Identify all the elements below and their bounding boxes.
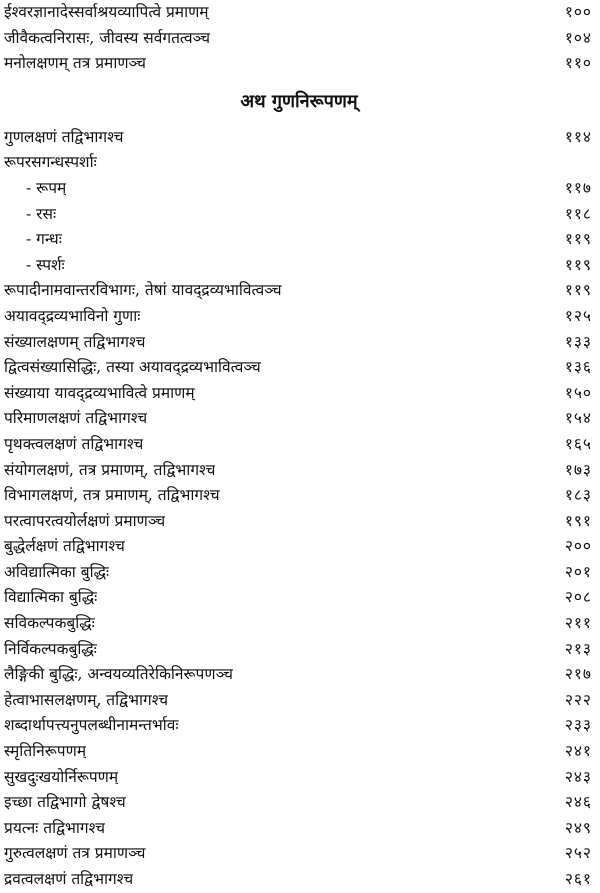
toc-entry-page: ११९	[564, 230, 592, 249]
toc-entry-label: शब्दार्थापत्त्यनुपलब्धीनामन्तर्भावः	[4, 716, 179, 735]
toc-entry-label: - रसः	[26, 204, 57, 223]
toc-entry-label: गुरुत्वलक्षणं तत्र प्रमाणञ्च	[4, 844, 146, 863]
toc-entry-label: संयोगलक्षणं, तत्र प्रमाणम्, तद्विभागश्च	[4, 460, 216, 479]
toc-entry-page: १००	[564, 3, 592, 21]
toc-entry-label: द्वित्वसंख्यासिद्धिः, तस्या अयावद्द्रव्यभावित्वञ्च	[4, 358, 261, 377]
toc-entry	[4, 867, 594, 893]
toc-entry-label: जीवैकत्वनिरासः, जीवस्य सर्वगतत्वञ्च	[4, 28, 211, 47]
toc-entry-label: सुखदुःखयोर्निरूपणम्	[4, 767, 119, 786]
toc-entry	[4, 637, 594, 663]
toc-entry-label: संख्याया यावद्द्रव्यभावित्वे प्रमाणम्	[4, 383, 195, 402]
toc-entry	[4, 458, 594, 484]
toc-entry-page: ११७	[564, 178, 592, 197]
toc-entry	[4, 739, 594, 765]
toc-entry	[4, 509, 594, 535]
toc-main-list	[4, 125, 594, 893]
toc-entry-page: ११४	[564, 127, 592, 146]
toc-entry	[4, 304, 594, 330]
toc-entry-label: स्मृतिनिरूपणम्	[4, 742, 87, 761]
toc-subentry	[4, 253, 594, 279]
toc-entry-page: १२५	[564, 306, 592, 325]
toc-entry-label: अविद्यात्मिका बुद्धिः	[4, 562, 110, 581]
section-heading: अथ गुणनिरूपणम्	[240, 90, 358, 112]
toc-entry-label: - स्पर्शः	[26, 255, 65, 274]
toc-entry	[4, 432, 594, 458]
toc-entry-page: २००	[564, 537, 592, 556]
toc-entry-label: परिमाणलक्षणं तद्विभागश्च	[4, 409, 148, 428]
toc-entry-page: २४९	[564, 818, 592, 837]
toc-entry	[4, 790, 594, 816]
toc-entry-page: ११०	[564, 54, 592, 73]
toc-entry-label: हेत्वाभासलक्षणम्, तद्विभागश्च	[4, 690, 169, 709]
toc-entry-label: ईश्वरज्ञानादेस्सर्वाश्रयव्यापित्वे प्रमाणम्	[4, 3, 209, 21]
toc-entry-page: २११	[564, 614, 592, 633]
toc-entry-label: निर्विकल्पकबुद्धिः	[4, 639, 97, 658]
toc-entry	[4, 483, 594, 509]
toc-entry	[4, 355, 594, 381]
toc-entry-page: २५२	[564, 844, 592, 863]
toc-entry-page: २१३	[564, 639, 592, 658]
toc-entry	[4, 688, 594, 714]
toc-entry-label: बुद्धेर्लक्षणं तद्विभागश्च	[4, 537, 125, 556]
toc-entry-label: पृथक्त्वलक्षणं तद्विभागश्च	[4, 434, 144, 453]
toc-entry-label: अयावद्द्रव्यभाविनो गुणाः	[4, 306, 141, 325]
toc-entry	[4, 662, 594, 688]
toc-entry-label: रूपादीनामवान्तरविभागः, तेषां यावद्द्रव्यभावित्वञ्च	[4, 281, 282, 300]
toc-entry-page: १६५	[564, 434, 592, 453]
toc-entry-page: १३६	[564, 358, 592, 377]
toc-entry	[4, 0, 594, 26]
toc-entry	[4, 765, 594, 791]
toc-entry-label: लैङ्गिकी बुद्धिः, अन्वयव्यतिरेकिनिरूपणञ्च	[4, 665, 233, 684]
toc-top-list	[4, 0, 594, 77]
toc-entry	[4, 713, 594, 739]
toc-subentry	[4, 202, 594, 228]
toc-entry	[4, 406, 594, 432]
toc-entry-page: १०४	[564, 28, 592, 47]
toc-entry-page: १३३	[564, 332, 592, 351]
toc-entry-page: २०८	[564, 588, 592, 607]
toc-entry-page: १७३	[564, 460, 592, 479]
toc-entry	[4, 278, 594, 304]
toc-entry-page: २४६	[564, 793, 592, 812]
toc-entry-label: गुणलक्षणं तद्विभागश्च	[4, 127, 124, 146]
toc-entry	[4, 841, 594, 867]
toc-entry-page: ११९	[564, 281, 592, 300]
toc-subentry	[4, 176, 594, 202]
toc-entry	[4, 560, 594, 586]
toc-entry-label: विद्यात्मिका बुद्धिः	[4, 588, 98, 607]
toc-entry	[4, 611, 594, 637]
toc-entry-label: सविकल्पकबुद्धिः	[4, 614, 95, 633]
toc-entry-page: २६१	[564, 870, 592, 888]
toc-entry-page: २४१	[564, 742, 592, 761]
toc-entry-page: १५०	[564, 383, 592, 402]
toc-subentry	[4, 227, 594, 253]
toc-entry	[4, 585, 594, 611]
toc-entry-label: द्रवत्वलक्षणं तद्विभागश्च	[4, 870, 134, 888]
toc-entry	[4, 534, 594, 560]
toc-entry-page: २०१	[564, 562, 592, 581]
toc-entry	[4, 125, 594, 151]
toc-entry-label: रूपरसगन्धस्पर्शाः	[4, 153, 97, 172]
toc-entry-page: २३३	[564, 716, 592, 735]
toc-entry-label: विभागलक्षणं, तत्र प्रमाणम्, तद्विभागश्च	[4, 486, 220, 505]
toc-entry	[4, 330, 594, 356]
toc-entry	[4, 51, 594, 77]
toc-entry-label: परत्वापरत्वयोर्लक्षणं प्रमाणञ्च	[4, 511, 166, 530]
toc-entry	[4, 26, 594, 52]
toc-entry-page: २१७	[564, 665, 592, 684]
toc-entry	[4, 381, 594, 407]
toc-entry-label: प्रयत्नः तद्विभागश्च	[4, 818, 106, 837]
toc-entry-page: ११९	[564, 255, 592, 274]
toc-entry-page: १८३	[564, 486, 592, 505]
toc-entry-page: ११८	[564, 204, 592, 223]
toc-entry-label: इच्छा तद्विभागो द्वेषश्च	[4, 793, 126, 812]
toc-entry-page: १५४	[564, 409, 592, 428]
toc-entry-label: संख्यालक्षणम् तद्विभागश्च	[4, 332, 146, 351]
toc-entry-page: २४३	[564, 767, 592, 786]
toc-entry-page: २२२	[564, 690, 592, 709]
toc-entry-label: - गन्धः	[26, 230, 62, 249]
toc-entry	[4, 150, 594, 176]
toc-entry	[4, 816, 594, 842]
toc-entry-label: - रूपम्	[26, 178, 67, 197]
toc-entry-page: १९१	[564, 511, 592, 530]
toc-entry-label: मनोलक्षणम् तत्र प्रमाणञ्च	[4, 54, 146, 73]
